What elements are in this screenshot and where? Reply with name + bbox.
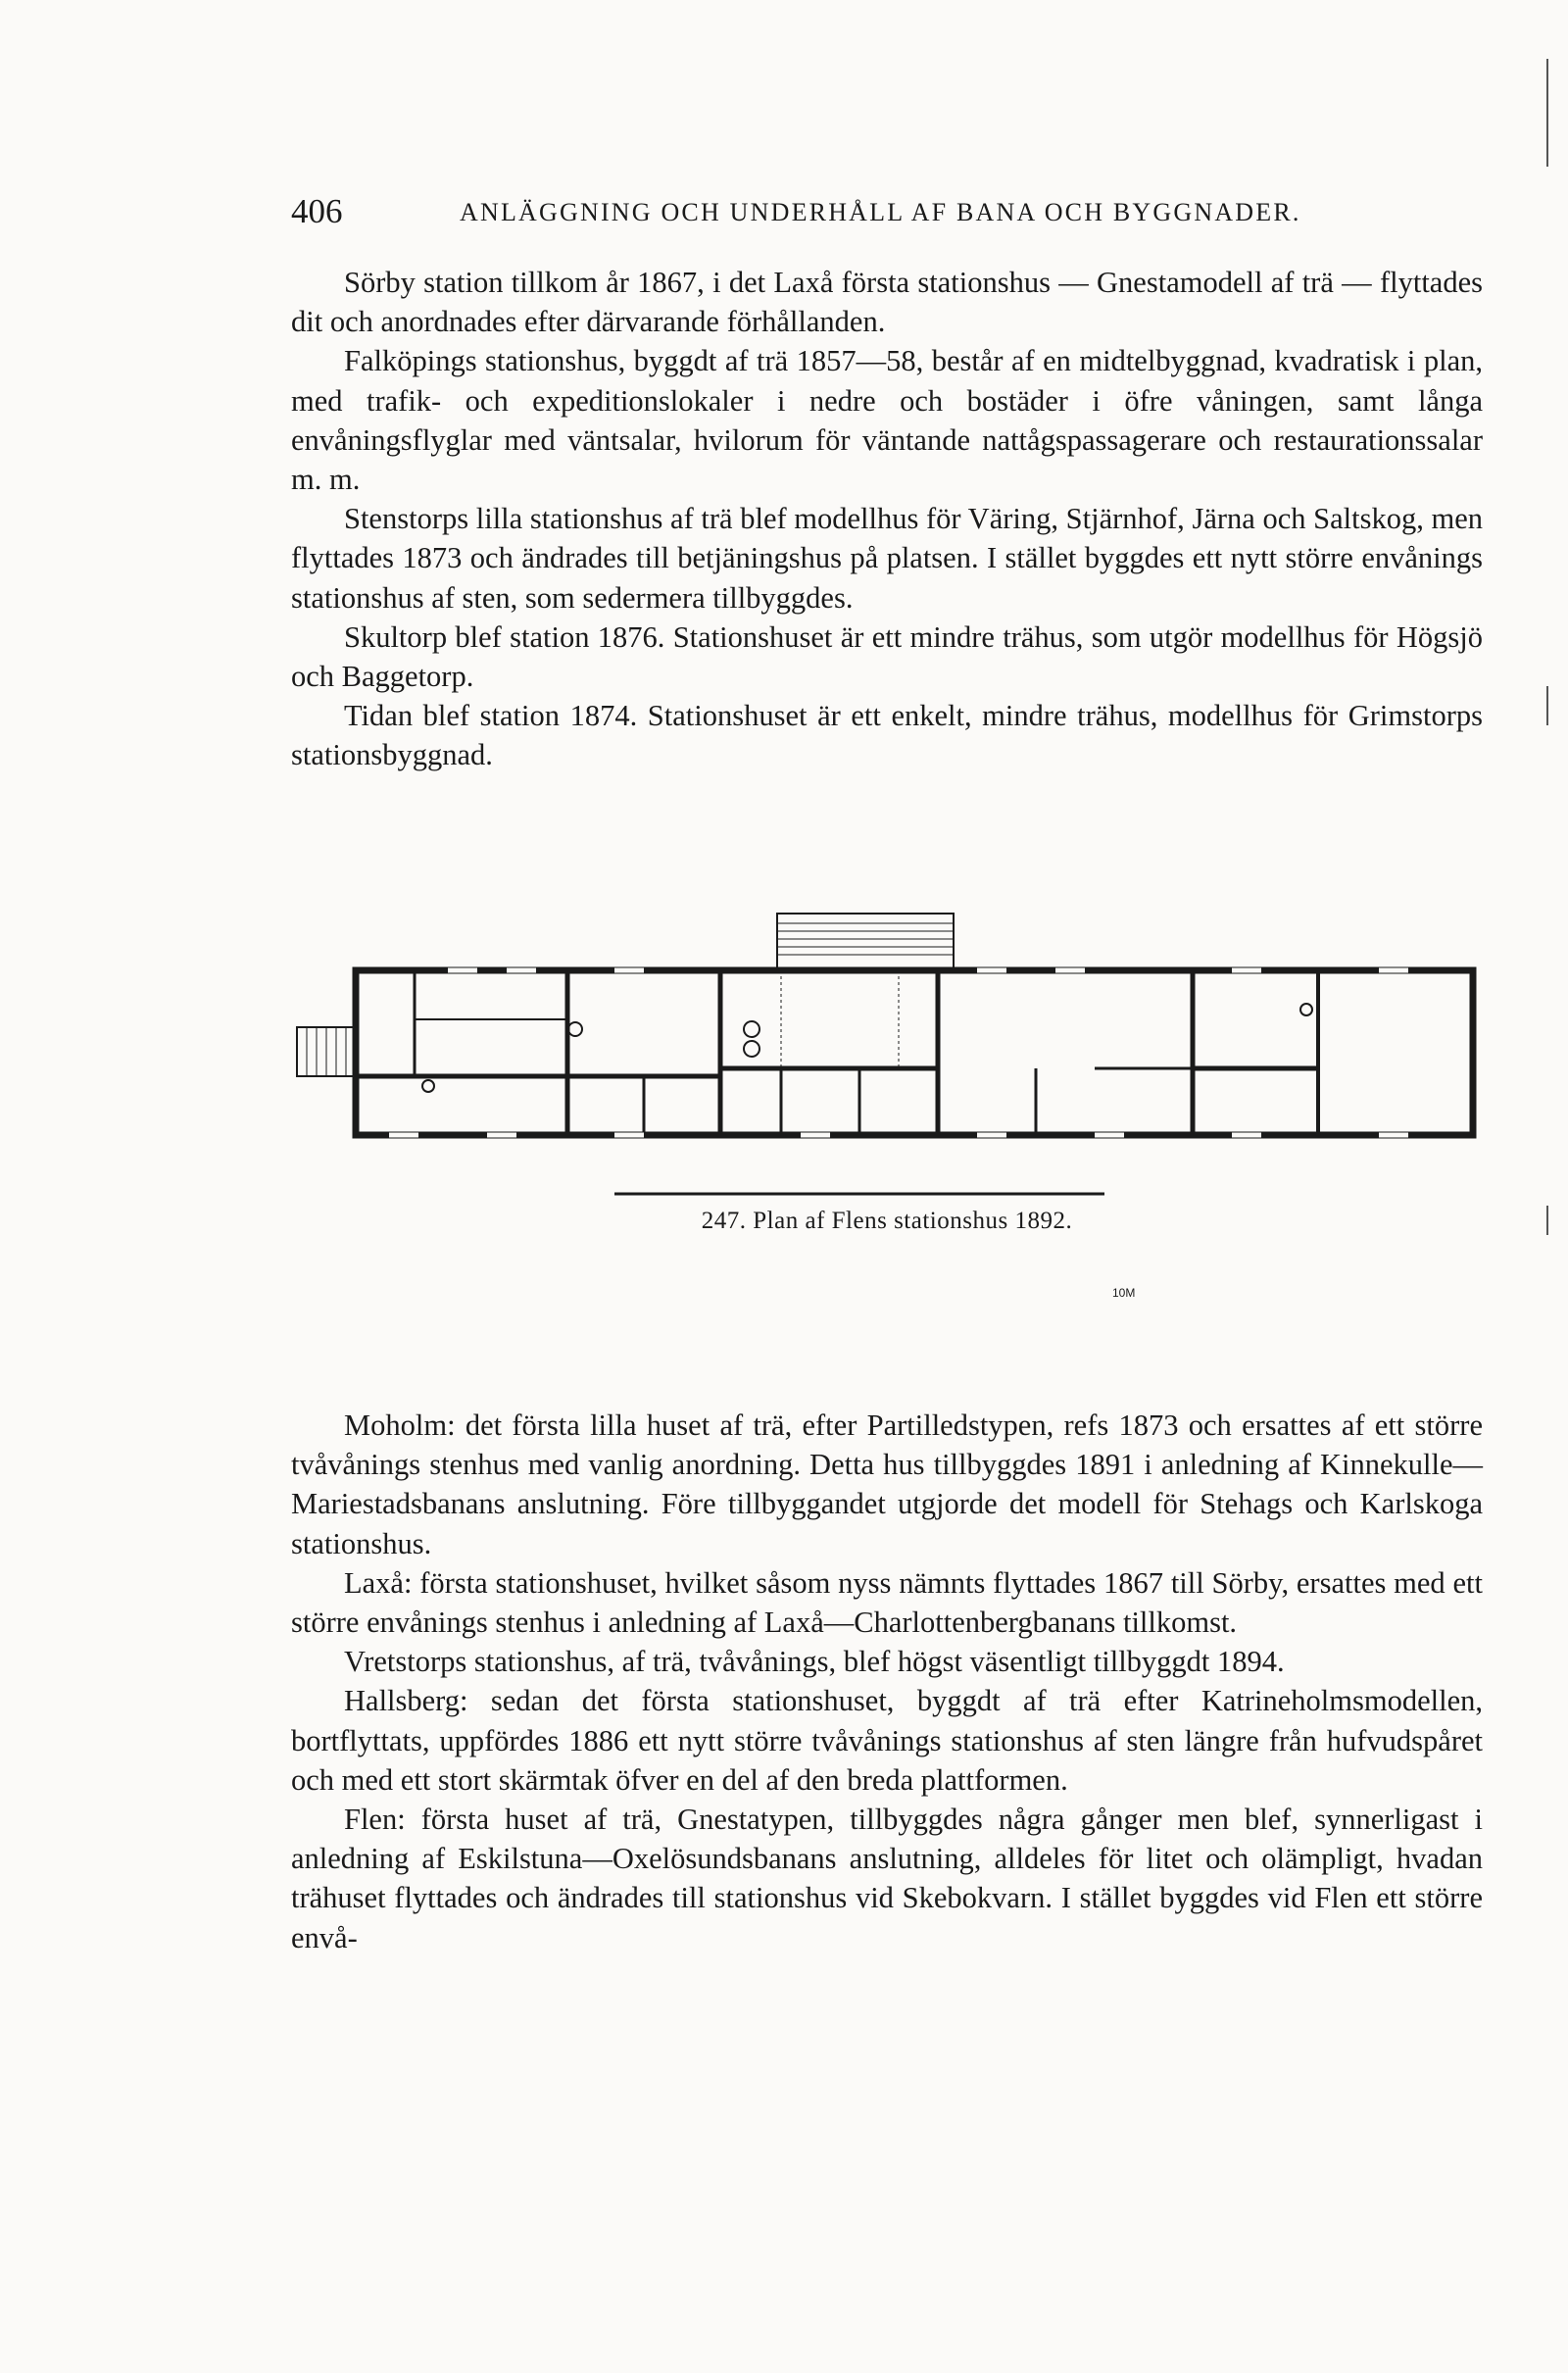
running-title: ANLÄGGNING OCH UNDERHÅLL AF BANA OCH BYGGNADER. — [460, 198, 1301, 226]
paragraph-tidan: Tidan blef station 1874. Stationshuset är ett enkelt, mindre trähus, modellhus för Grimstorps stationsbyggnad. — [291, 699, 1483, 772]
paragraph-moholm: Moholm: det första lilla huset af trä, efter Partilledstypen, refs 1873 och ersattes af ett större tvåvånings stenhus med vanlig anordning. Detta hus tillbyggdes 1891 i anledning af Kinnekulle—Mariestadsbanans anslutning. Före tillbyggandet utgjorde det modell för Stehags och Karlskoga stationshus. — [291, 1409, 1483, 1560]
floor-plan-drawing — [291, 902, 1483, 1196]
margin-mark — [1546, 59, 1548, 167]
paragraph-falkoping: Falköpings stationshus, byggdt af trä 1857—58, består af en midtelbyggnad, kvadratisk i plan, med trafik- och expeditionslokaler i nedre och bostäder i öfre våningen, samt långa envåningsflyglar med väntsalar, hvilorum för väntande nattågspassagerare och restaurationssalar m. m. — [291, 344, 1483, 497]
paragraph-stenstorp: Stenstorps lilla stationshus af trä blef modellhus för Väring, Stjärnhof, Järna och Saltskog, men flyttades 1873 och ändrades till betjäningshus på platsen. I stället byggdes ett nytt större envånings stationshus af sten, som sedermera tillbyggdes. — [291, 502, 1483, 615]
floor-plan-figure — [291, 902, 1483, 1255]
paragraph-laxa: Laxå: första stationshuset, hvilket såsom nyss nämnts flyttades 1867 till Sörby, ersattes med ett större envånings stenhus i anledning af Laxå—Charlottenbergbanans tillkomst. — [291, 1565, 1483, 1640]
paragraph-skultorp: Skultorp blef station 1876. Stationshuset är ett mindre trähus, som utgör modellhus för Högsjö och Baggetorp. — [291, 619, 1483, 694]
page-header — [291, 192, 1483, 231]
paragraph-sorby: Sörby station tillkom år 1867, i det Laxå första stationshus — Gnestamodell af trä — flyttades dit och anordnades efter därvarande förhållanden. — [291, 266, 1483, 339]
figure-caption: 247. Plan af Flens stationshus 1892. — [701, 1208, 1073, 1234]
margin-mark — [1546, 686, 1548, 725]
page-number: 406 — [291, 192, 343, 230]
body-text-top — [291, 263, 1483, 775]
paragraph-vretstorp: Vretstorps stationshus, af trä, tvåvånings, blef högst väsentligt tillbyggdt 1894. — [344, 1645, 1285, 1679]
paragraph-flen: Flen: första huset af trä, Gnestatypen, tillbyggdes några gånger men blef, synnerligast i anledning af Eskilstuna—Oxelösundsbanans anslutning, alldeles för litet och olämpligt, hvadan trähuset flyttades och ändrades till stationshus vid Skebokvarn. I stället byggdes vid Flen ett större envå- — [291, 1803, 1483, 1954]
paragraph-hallsberg: Hallsberg: sedan det första stationshuset, byggdt af trä efter Katrineholmsmodellen, bortflyttats, uppfördes 1886 ett nytt större tvåvånings stationshus af sten längre från hufvudspåret och med ett stort skärmtak öfver en del af den breda plattformen. — [291, 1684, 1483, 1797]
margin-mark — [1546, 1206, 1548, 1235]
body-text-bottom — [291, 1406, 1483, 1957]
scale-label: 10M — [1112, 1286, 1136, 1300]
